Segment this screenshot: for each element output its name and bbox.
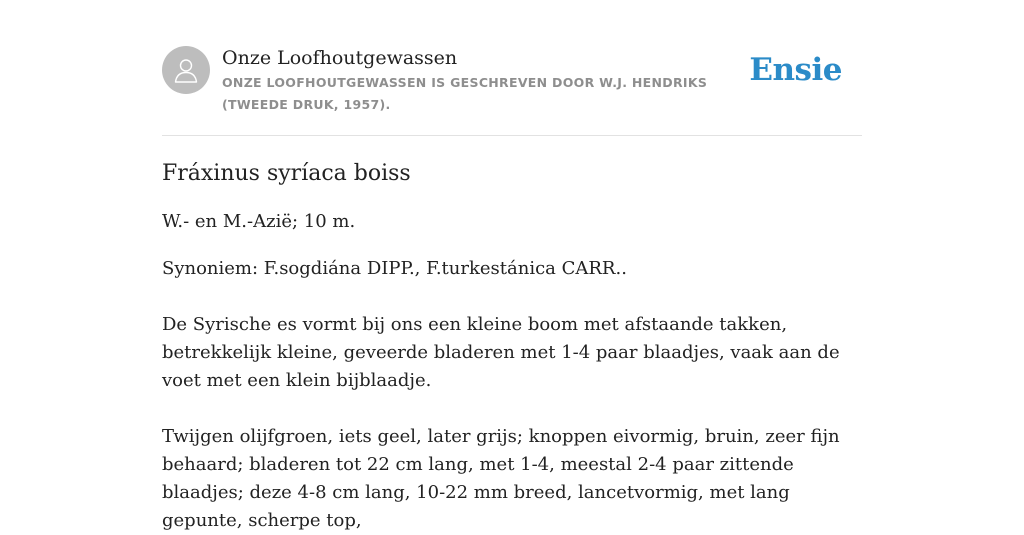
source-description: ONZE LOOFHOUTGEWASSEN IS GESCHREVEN DOOR W.J. HENDRIKS (TWEEDE DRUK, 1957).	[222, 75, 708, 112]
source-header	[162, 46, 862, 116]
user-icon	[172, 56, 200, 84]
entry-title: Fráxinus syríaca boiss	[162, 161, 411, 186]
entry-paragraph: Twijgen olijfgroen, iets geel, later grijs; knoppen eivormig, bruin, zeer fijn behaard; bladeren tot 22 cm lang, met 1-4, meestal 2-4 paar zittende blaadjes; deze 4-8 cm lang, 10-22 mm breed, lancetvormig, met lang gepunte, scherpe top,	[162, 426, 840, 531]
header-divider	[162, 135, 862, 136]
entry-paragraph: Synoniem: F.sogdiána DIPP., F.turkestánica CARR..	[162, 258, 627, 279]
source-title[interactable]: Onze Loofhoutgewassen	[222, 47, 458, 69]
entry-paragraph: W.- en M.-Azië; 10 m.	[162, 211, 356, 232]
entry-content	[162, 156, 862, 535]
avatar[interactable]	[162, 46, 210, 94]
ensie-logo[interactable]: Ensie	[749, 52, 842, 88]
entry-paragraph: De Syrische es vormt bij ons een kleine boom met afstaande takken, betrekkelijk kleine, geveerde bladeren met 1-4 paar blaadjes, vaak aan de voet met een klein bijblaadje.	[162, 314, 840, 391]
